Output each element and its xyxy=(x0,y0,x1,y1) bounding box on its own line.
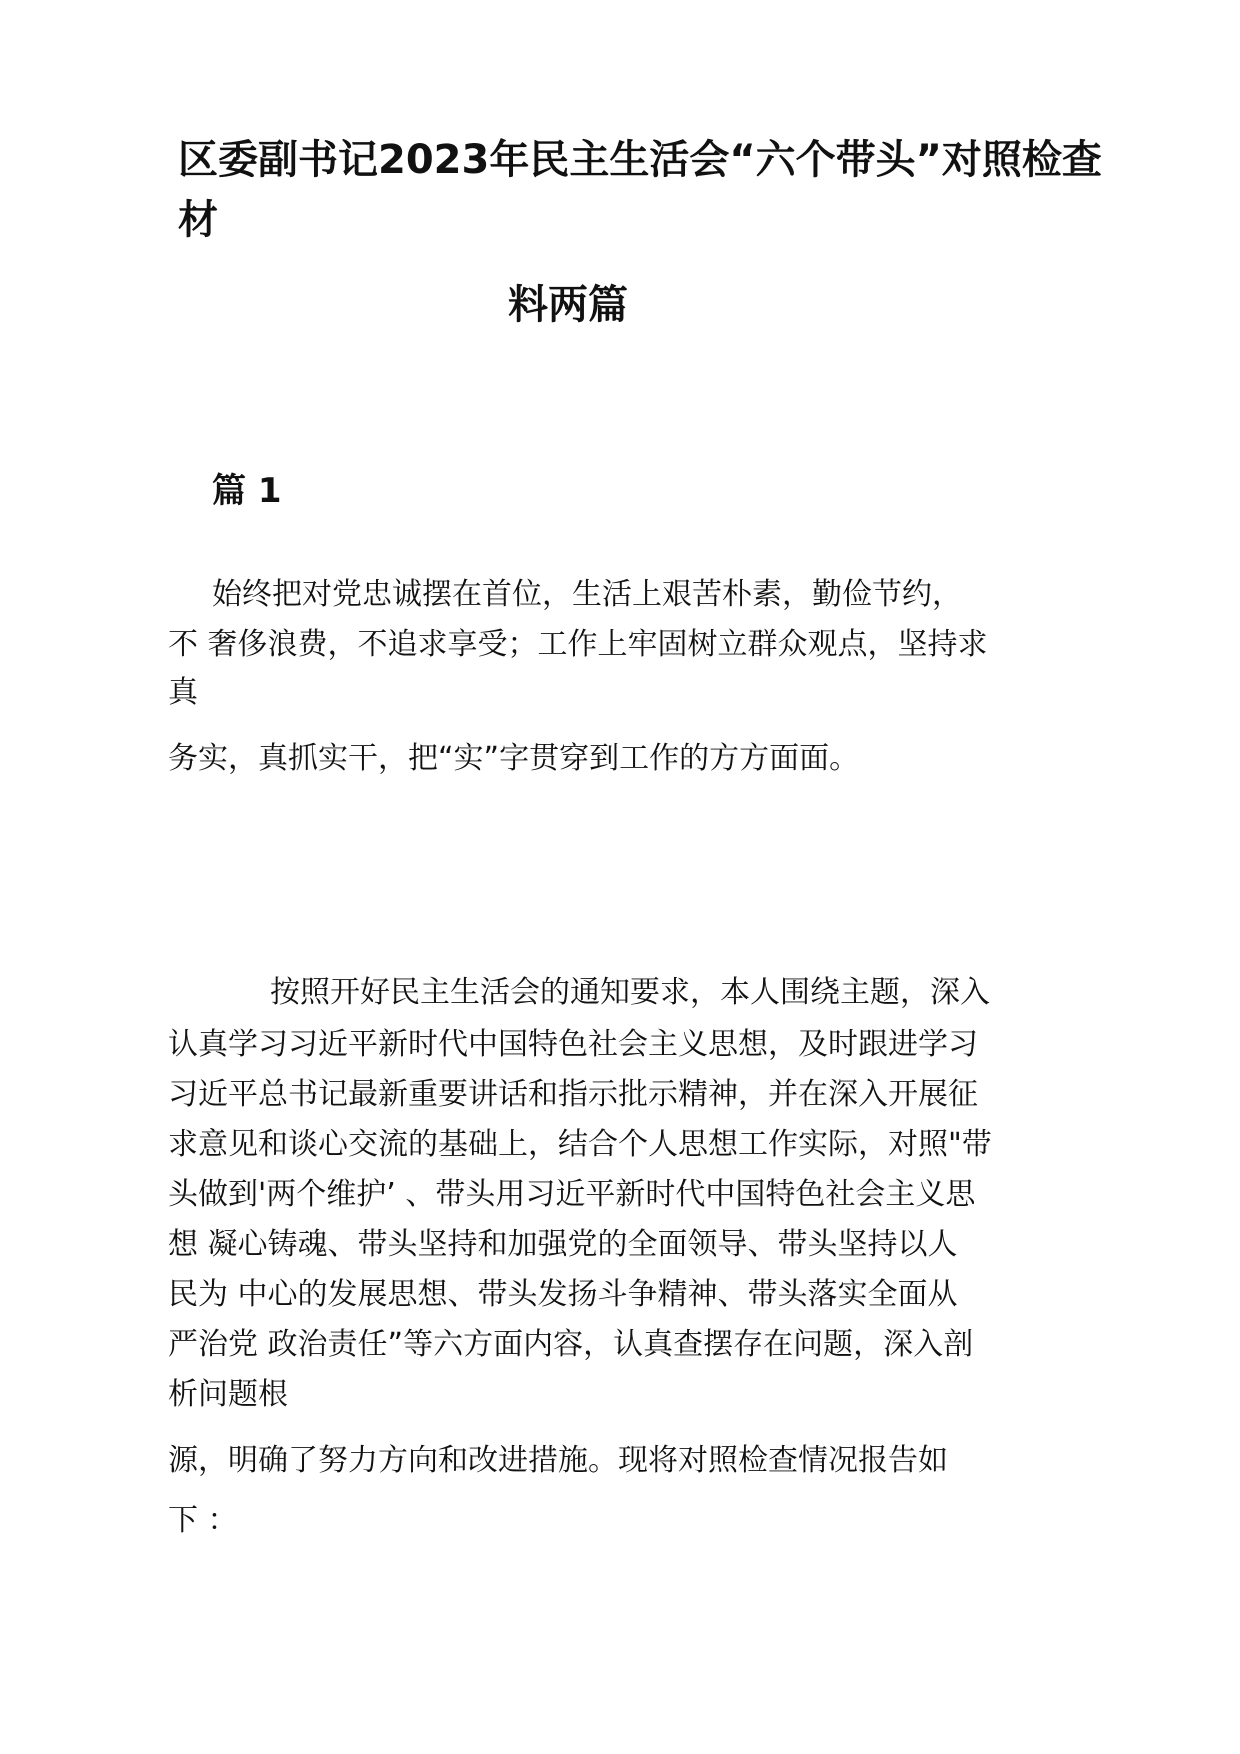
paragraph-2-line: 想 凝心铸魂、带头坚持和加强党的全面领导、带头坚持以人 xyxy=(168,1227,958,1262)
paragraph-1-line: 始终把对党忠诚摆在首位，生活上艰苦朴素，勤俭节约， xyxy=(212,577,962,612)
paragraph-2-line: 源，明确了努力方向和改进措施。现将对照检查情况报告如 xyxy=(168,1443,948,1478)
paragraph-1-line: 务实，真抓实干，把“实”字贯穿到工作的方方面面。 xyxy=(168,741,860,776)
paragraph-2-line: 认真学习习近平新时代中国特色社会主义思想，及时跟进学习 xyxy=(168,1027,978,1062)
document-title-line-3: 料两篇 xyxy=(508,282,628,328)
section-heading: 篇 1 xyxy=(212,471,282,511)
paragraph-1-line: 不 奢侈浪费，不追求享受；工作上牢固树立群众观点，坚持求 xyxy=(168,627,988,662)
document-title-line-1: 区委副书记2023年民主生活会“六个带头”对照检查 xyxy=(178,137,1102,183)
paragraph-2-line: 头做到'两个维护’ 、带头用习近平新时代中国特色社会主义思 xyxy=(168,1177,976,1212)
paragraph-1-line: 真 xyxy=(168,675,198,710)
paragraph-2-line: 严治党 政治责任”等六方面内容，认真查摆存在问题，深入剖 xyxy=(168,1327,974,1362)
paragraph-2-line: 求意见和谈心交流的基础上，结合个人思想工作实际，对照"带 xyxy=(168,1127,992,1162)
paragraph-2-line: 析问题根 xyxy=(168,1377,288,1412)
paragraph-2-line: 按照开好民主生活会的通知要求，本人围绕主题，深入 xyxy=(270,975,990,1010)
paragraph-2-line: 民为 中心的发展思想、带头发扬斗争精神、带头落实全面从 xyxy=(168,1277,958,1312)
paragraph-2-line: 习近平总书记最新重要讲话和指示批示精神，并在深入开展征 xyxy=(168,1077,978,1112)
document-title-line-2: 材 xyxy=(178,197,218,243)
paragraph-2-line: 下 ： xyxy=(168,1503,238,1538)
